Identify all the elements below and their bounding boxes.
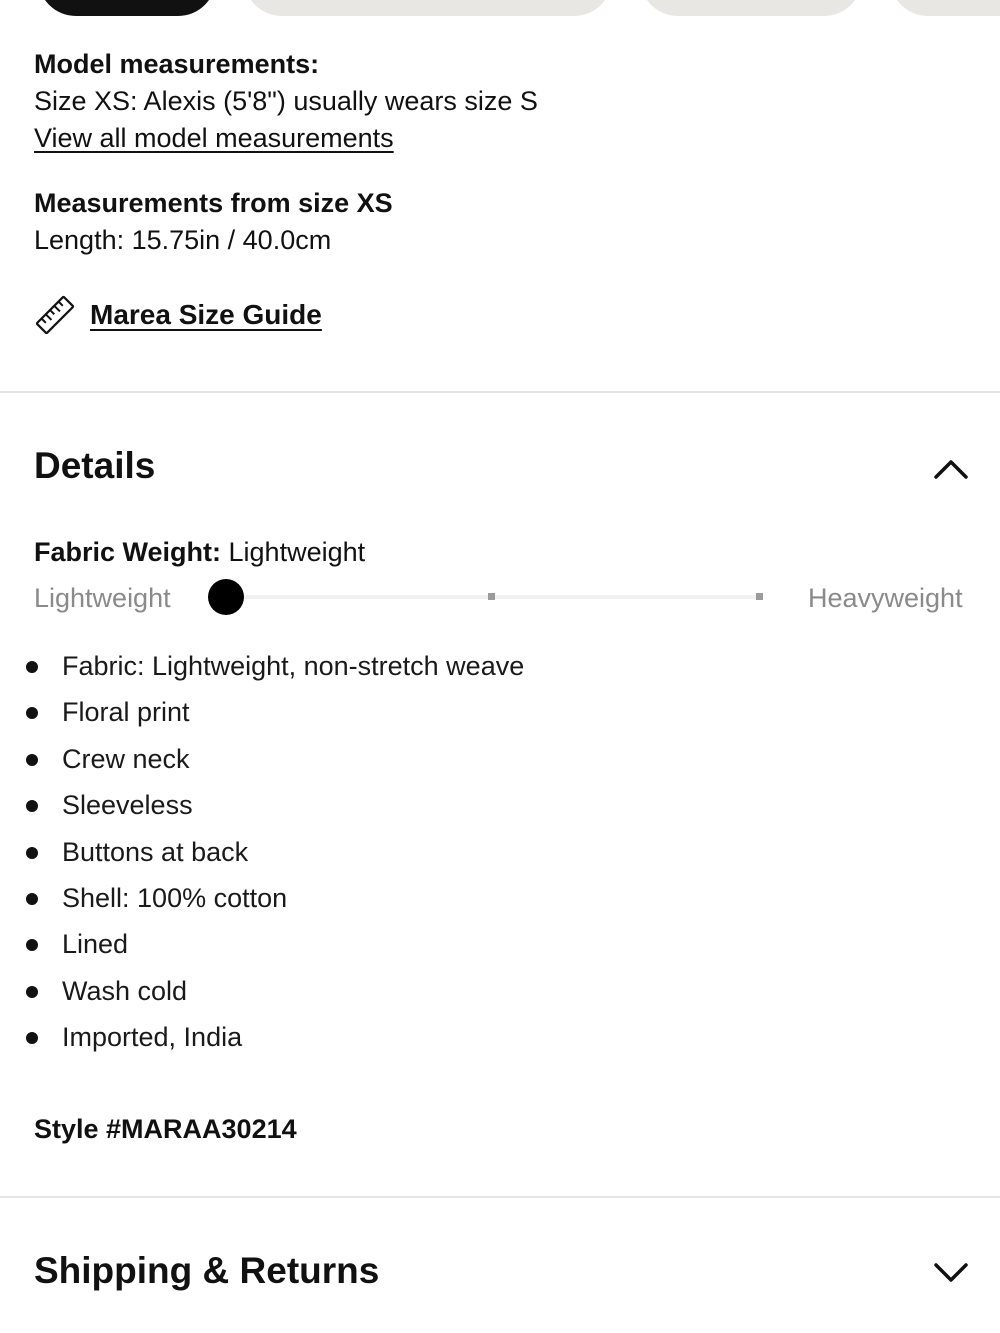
section-divider (0, 1196, 1000, 1198)
scale-tick (488, 593, 495, 600)
size-chip[interactable] (890, 0, 1000, 16)
list-item: Sleeveless (26, 782, 524, 828)
size-measurements (34, 185, 393, 259)
size-chip[interactable] (244, 0, 612, 16)
size-chip-selected[interactable] (38, 0, 216, 16)
scale-tick (756, 593, 763, 600)
model-measurements-detail: Size XS: Alexis (5'8") usually wears size S (34, 86, 538, 116)
list-item: Wash cold (26, 968, 524, 1014)
size-measurements-heading: Measurements from size XS (34, 188, 393, 218)
chevron-down-icon[interactable] (932, 1254, 970, 1292)
section-divider (0, 391, 1000, 393)
model-measurements (34, 46, 538, 157)
scale-min-label: Lightweight (34, 583, 171, 613)
list-item: Floral print (26, 689, 524, 735)
scale-indicator (208, 579, 244, 615)
style-number: Style #MARAA30214 (34, 1114, 297, 1144)
size-chip[interactable] (640, 0, 862, 16)
ruler-icon (34, 294, 76, 336)
shipping-returns-title[interactable]: Shipping & Returns (34, 1250, 380, 1291)
fabric-weight (34, 534, 365, 570)
length-measurement: Length: 15.75in / 40.0cm (34, 225, 332, 255)
list-item: Imported, India (26, 1014, 524, 1060)
size-guide-label: Marea Size Guide (90, 299, 322, 330)
size-guide-link[interactable] (34, 294, 322, 336)
size-selector (0, 0, 1000, 16)
scale-max-label: Heavyweight (808, 583, 963, 613)
details-list (26, 643, 524, 1061)
fabric-weight-key: Fabric Weight: (34, 537, 222, 567)
list-item: Lined (26, 921, 524, 967)
list-item: Fabric: Lightweight, non-stretch weave (26, 643, 524, 689)
list-item: Crew neck (26, 736, 524, 782)
model-measurements-heading: Model measurements: (34, 49, 320, 79)
fabric-weight-value: Lightweight (228, 537, 366, 567)
list-item: Buttons at back (26, 829, 524, 875)
chevron-up-icon[interactable] (932, 450, 970, 488)
details-title[interactable]: Details (34, 445, 156, 486)
fabric-weight-scale (0, 578, 1000, 618)
view-all-model-measurements-link[interactable]: View all model measurements (34, 123, 394, 153)
list-item: Shell: 100% cotton (26, 875, 524, 921)
